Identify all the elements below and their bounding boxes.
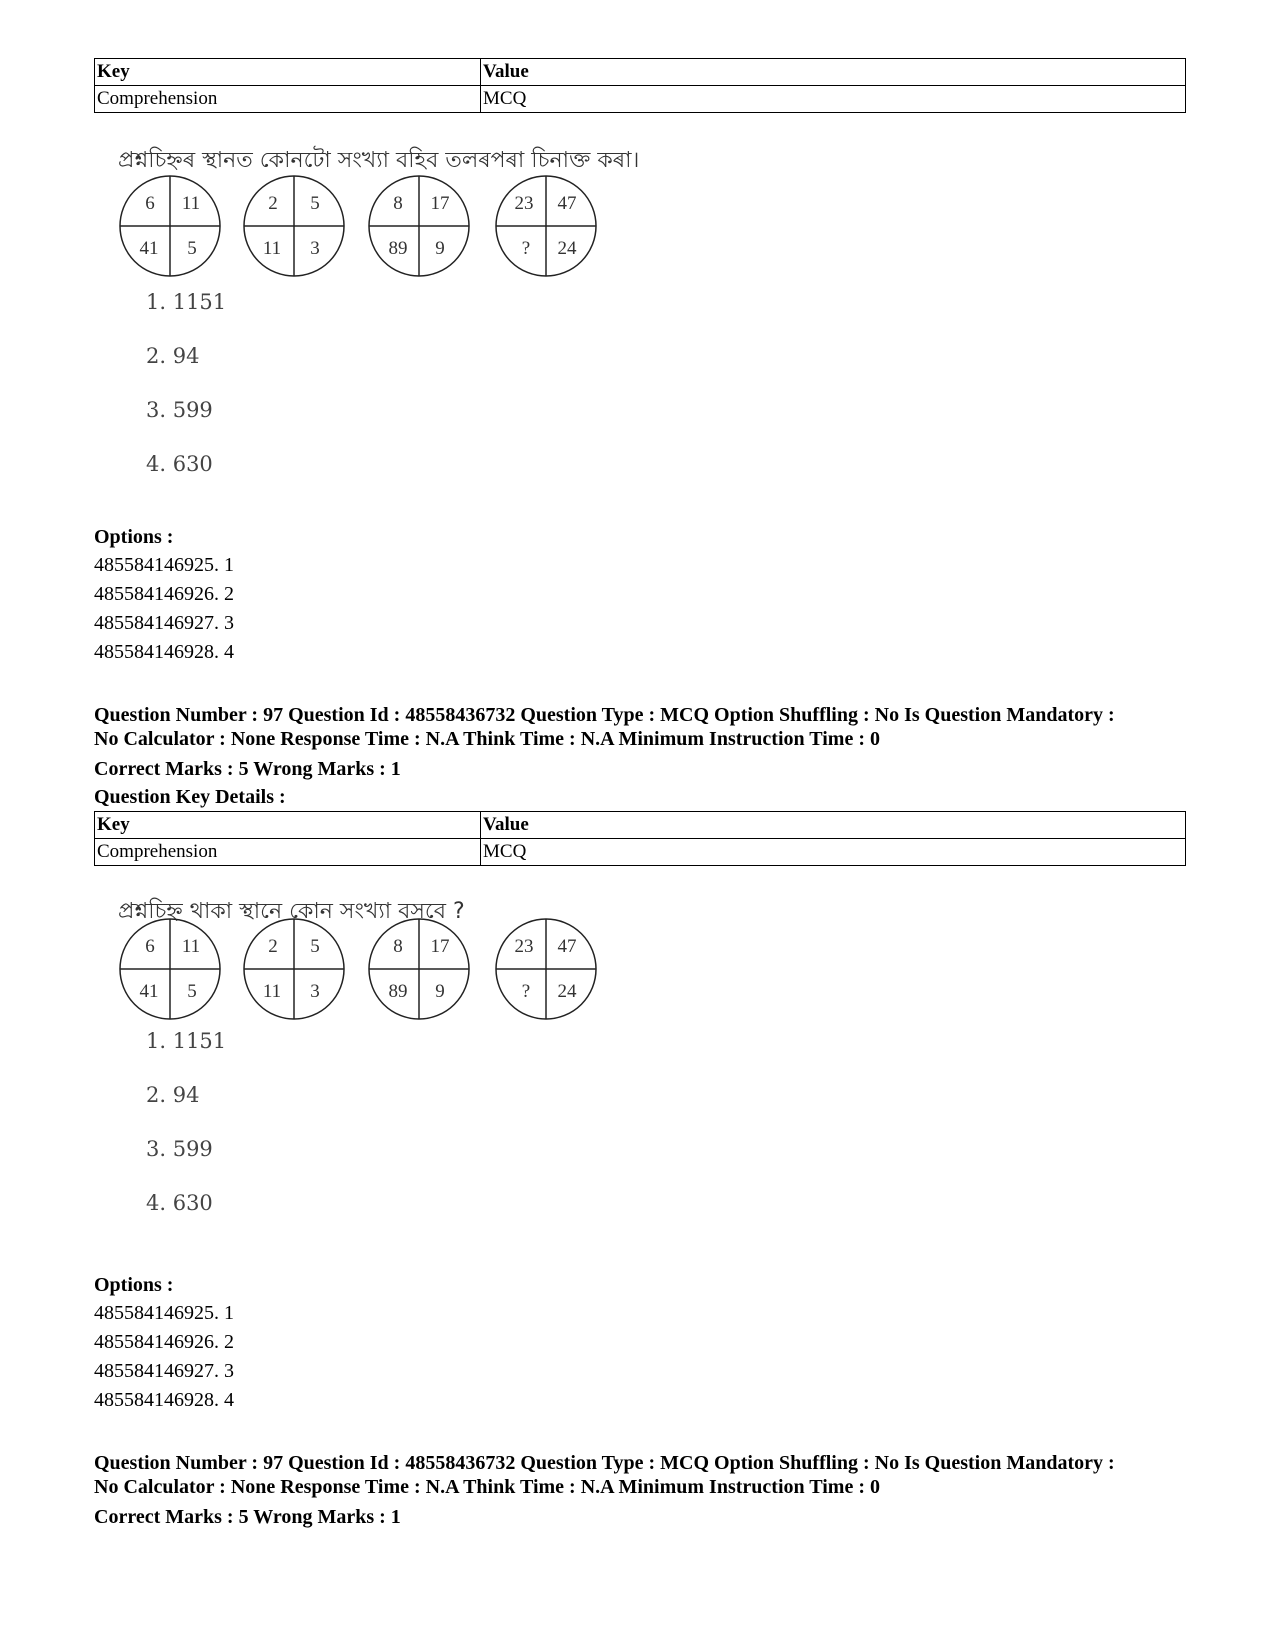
- question-meta: [94, 1451, 1186, 1499]
- answer-choices: [146, 287, 226, 503]
- circle-1: [120, 919, 220, 1019]
- circle-4: [496, 176, 596, 276]
- value-cell: MCQ: [481, 86, 1186, 113]
- number-circles-figure: [114, 916, 634, 1026]
- circle-1-top-left: 6: [145, 936, 155, 957]
- circle-2: [244, 176, 344, 276]
- circle-4-bottom-right: 24: [557, 981, 577, 1002]
- value-header: Value: [481, 59, 1186, 86]
- options-label: Options :: [94, 526, 174, 548]
- option-line: 485584146925. 1: [94, 1302, 234, 1324]
- circle-3-bottom-left: 89: [388, 238, 408, 259]
- circle-1-bottom-left: 41: [139, 981, 159, 1002]
- circle-1-top-left: 6: [145, 193, 155, 214]
- options-label: Options :: [94, 1274, 174, 1296]
- circle-1-top-right: 11: [181, 193, 201, 214]
- circle-1-top-right: 11: [181, 936, 201, 957]
- circle-2-top-left: 2: [268, 936, 278, 957]
- question-meta-line-1: Question Number : 97 Question Id : 48558436732 Question Type : MCQ Option Shuffling : No Is Question Mandatory :: [94, 704, 1115, 726]
- circle-2: [244, 919, 344, 1019]
- value-header: Value: [481, 812, 1186, 839]
- list-item: 3. 599: [146, 1137, 213, 1161]
- circle-2-top-right: 5: [310, 193, 320, 214]
- list-item: 1. 1151: [146, 290, 227, 314]
- question-meta-line-2: No Calculator : None Response Time : N.A Think Time : N.A Minimum Instruction Time : 0: [94, 728, 880, 750]
- circle-2-bottom-right: 3: [310, 981, 320, 1002]
- question-key-details-label: Question Key Details :: [94, 786, 286, 808]
- circle-4-bottom-right: 24: [557, 238, 577, 259]
- circle-3-bottom-left: 89: [388, 981, 408, 1002]
- circle-4: [496, 919, 596, 1019]
- circle-4-top-left: 23: [514, 936, 534, 957]
- circle-1: [120, 176, 220, 276]
- circle-2-top-left: 2: [268, 193, 278, 214]
- key-header: Key: [95, 812, 481, 839]
- key-cell: Comprehension: [95, 86, 481, 113]
- list-item: 4. 630: [146, 1191, 213, 1215]
- question-text: প্ৰশ্নচিহ্নৰ স্থানত কোনটো সংখ্যা বহিব তলৰপৰা চিনাক্ত কৰা।: [118, 148, 640, 173]
- list-item: 2. 94: [146, 344, 200, 368]
- list-item: 4. 630: [146, 452, 213, 476]
- question-key-table: [94, 811, 1186, 866]
- circle-2-bottom-left: 11: [262, 981, 282, 1002]
- list-item: 1. 1151: [146, 1029, 227, 1053]
- number-circles-figure: [114, 173, 634, 283]
- circle-1-bottom-right: 5: [187, 981, 197, 1002]
- list-item: 3. 599: [146, 398, 213, 422]
- circle-3-top-left: 8: [393, 193, 403, 214]
- circle-3-bottom-right: 9: [435, 238, 445, 259]
- circle-2-top-right: 5: [310, 936, 320, 957]
- option-line: 485584146926. 2: [94, 583, 234, 605]
- question-meta-line-1: Question Number : 97 Question Id : 48558436732 Question Type : MCQ Option Shuffling : No Is Question Mandatory :: [94, 1452, 1115, 1474]
- circle-4-top-right: 47: [557, 936, 577, 957]
- key-cell: Comprehension: [95, 839, 481, 866]
- question-image: [94, 866, 1186, 1271]
- document-page: [94, 58, 1186, 1531]
- marks-line: Correct Marks : 5 Wrong Marks : 1: [94, 1506, 401, 1528]
- answer-choices: [146, 1026, 226, 1242]
- question-meta-line-2: No Calculator : None Response Time : N.A Think Time : N.A Minimum Instruction Time : 0: [94, 1476, 880, 1498]
- option-line: 485584146925. 1: [94, 554, 234, 576]
- list-item: 2. 94: [146, 1083, 200, 1107]
- table-row: [95, 86, 1186, 113]
- question-meta: [94, 703, 1186, 751]
- table-row: [95, 839, 1186, 866]
- key-header: Key: [95, 59, 481, 86]
- circle-3-top-right: 17: [430, 936, 450, 957]
- option-line: 485584146926. 2: [94, 1331, 234, 1353]
- circle-1-bottom-right: 5: [187, 238, 197, 259]
- table-header-row: [95, 59, 1186, 86]
- circle-3-bottom-right: 9: [435, 981, 445, 1002]
- circle-2-bottom-right: 3: [310, 238, 320, 259]
- marks-line: Correct Marks : 5 Wrong Marks : 1: [94, 758, 401, 780]
- circle-3-top-right: 17: [430, 193, 450, 214]
- circle-2-bottom-left: 11: [262, 238, 282, 259]
- option-line: 485584146928. 4: [94, 1389, 234, 1411]
- circle-4-bottom-left: ?: [521, 981, 531, 1002]
- option-line: 485584146927. 3: [94, 612, 234, 634]
- circle-3: [369, 919, 469, 1019]
- circle-3: [369, 176, 469, 276]
- circle-4-top-left: 23: [514, 193, 534, 214]
- circle-3-top-left: 8: [393, 936, 403, 957]
- question-text: প্রশ্নচিহ্ন থাকা স্থানে কোন সংখ্যা বসবে ?: [118, 899, 465, 924]
- table-header-row: [95, 812, 1186, 839]
- circle-1-bottom-left: 41: [139, 238, 159, 259]
- option-line: 485584146928. 4: [94, 641, 234, 663]
- value-cell: MCQ: [481, 839, 1186, 866]
- circle-4-top-right: 47: [557, 193, 577, 214]
- circle-4-bottom-left: ?: [521, 238, 531, 259]
- question-key-table: [94, 58, 1186, 113]
- question-image: [94, 113, 1186, 523]
- option-line: 485584146927. 3: [94, 1360, 234, 1382]
